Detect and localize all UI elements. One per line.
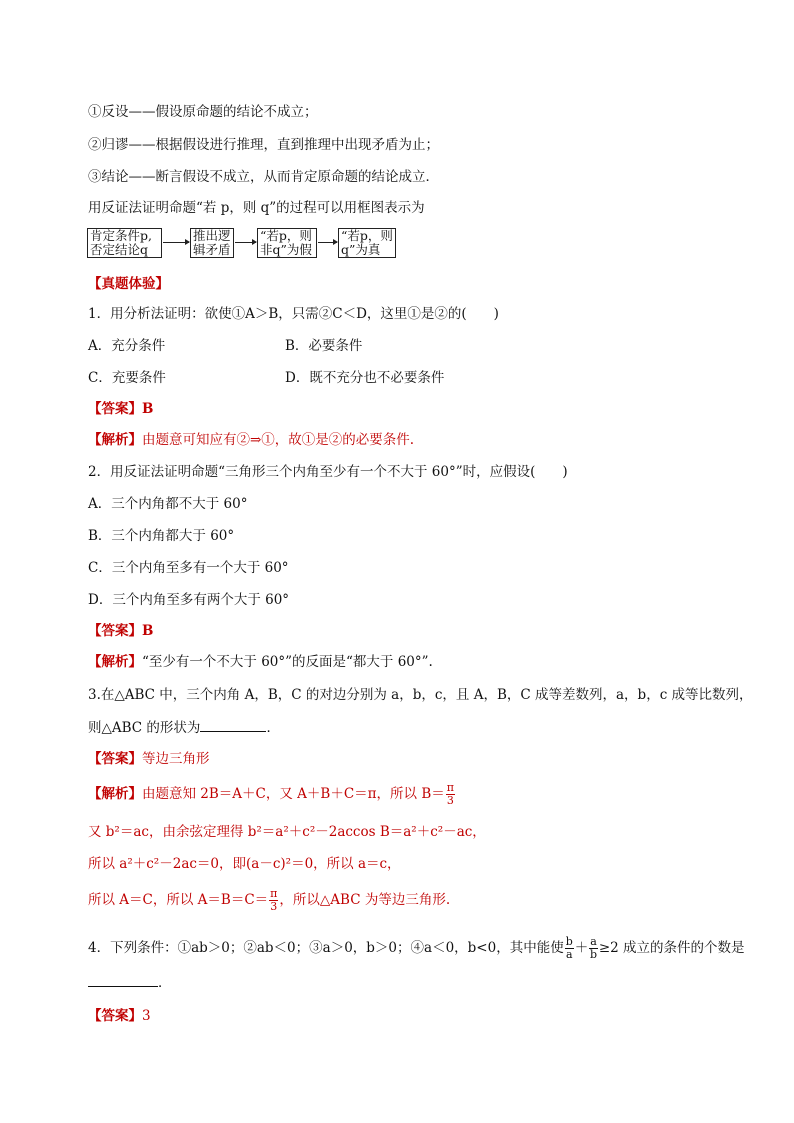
q4-answer-value: 3: [142, 1008, 151, 1024]
flow-box-3-line2: 非q”为假: [260, 242, 312, 257]
q2-answer: [88, 621, 153, 641]
q3-analysis-line2: 又 b²＝ac，由余弦定理得 b²＝a²＋c²－2accos B＝a²＋c²－ac，: [88, 824, 486, 840]
flow-box-1-line2: 否定结论q: [90, 242, 149, 257]
q3-stem-line1: 3.在△ABC 中，三个内角 A，B，C 的对边分别为 a，b，c，且 A，B，C 成等差数列，a，b，c 成等比数列，: [88, 687, 753, 703]
q4-stem-text: 4．下列条件：①ab＞0；②ab＜0；③a＞0，b＞0；④a＜0，b<0，其中能使: [88, 940, 564, 956]
q4-stem-line2: [88, 972, 172, 993]
intro-step-3: ③结论——断言假设不成立，从而肯定原命题的结论成立．: [88, 169, 439, 185]
fraction-numerator: a: [590, 935, 597, 948]
q1-option-a: A．充分条件: [88, 338, 166, 354]
flow-arrow-1: [163, 242, 189, 243]
flow-intro: 用反证法证明命题“若 p，则 q”的过程可以用框图表示为: [88, 200, 425, 216]
q1-analysis-text: 由题意可知应有②⇒①，故①是②的必要条件.: [142, 432, 415, 448]
fraction-denominator: a: [565, 948, 573, 961]
answer-label: 【答案】: [88, 623, 142, 639]
q1-analysis: [88, 430, 414, 450]
q3-analysis-line4: [88, 888, 450, 913]
flow-arrow-2: [235, 242, 256, 243]
q4-stem: [88, 936, 745, 961]
fraction-numerator: π: [270, 887, 278, 900]
q2-option-a: A．三个内角都不大于 60°: [88, 496, 248, 512]
q2-option-d: D．三个内角至多有两个大于 60°: [88, 592, 290, 608]
q2-stem: 2．用反证法证明命题“三角形三个内角至少有一个不大于 60°”时，应假设( ): [88, 464, 568, 480]
q1-option-c: C．充要条件: [88, 370, 166, 386]
q3-stem-line2-text: 则△ABC 的形状为: [88, 720, 201, 736]
q2-analysis-text: “至少有一个不大于 60°”的反面是“都大于 60°”.: [142, 654, 433, 670]
flow-box-4-line1: “若p，则: [341, 228, 393, 243]
analysis-label: 【解析】: [88, 432, 142, 448]
flow-box-4: [338, 228, 396, 258]
q1-stem: 1．用分析法证明：欲使①A＞B，只需②C＜D，这里①是②的( ): [88, 306, 499, 322]
flow-arrow-3: [318, 242, 337, 243]
pi-over-3-fraction: [446, 782, 455, 807]
plus-sign: ＋: [574, 940, 589, 956]
fraction-denominator: b: [590, 948, 598, 961]
intro-step-2: ②归谬——根据假设进行推理，直到推理中出现矛盾为止；: [88, 137, 439, 153]
analysis-label: 【解析】: [88, 654, 142, 670]
pi-over-3-fraction: [269, 888, 278, 913]
flow-box-1-line1: 肯定条件p,: [90, 228, 152, 243]
q4-stem-end: ≥2 成立的条件的个数是: [598, 940, 745, 956]
q1-option-d: D．既不充分也不必要条件: [285, 370, 445, 386]
q3-stem-line2: [88, 717, 280, 738]
q3-stem-line2-end: ．: [266, 720, 280, 736]
analysis-label: 【解析】: [88, 786, 142, 802]
answer-label: 【答案】: [88, 1008, 142, 1024]
q3-analysis-line4-text: 所以 A＝C，所以 A＝B＝C＝: [88, 892, 269, 908]
answer-label: 【答案】: [88, 401, 142, 417]
q4-stem-line2-end: ．: [158, 975, 172, 991]
q3-analysis-line3: 所以 a²＋c²－2ac＝0，即(a－c)²＝0，所以 a＝c，: [88, 856, 401, 872]
section-title: 【真题体验】: [88, 276, 169, 292]
q1-option-b: B．必要条件: [285, 338, 363, 354]
q3-analysis-line1: [88, 782, 456, 807]
flow-box-2: [190, 228, 234, 258]
fraction-denominator: 3: [270, 900, 278, 913]
q2-option-b: B．三个内角都大于 60°: [88, 528, 235, 544]
answer-label: 【答案】: [88, 751, 142, 767]
q3-answer-value: 等边三角形: [142, 751, 210, 767]
flow-box-3: [257, 228, 317, 258]
fraction-numerator: b: [565, 935, 573, 948]
fraction-denominator: 3: [446, 794, 454, 807]
q3-analysis-line1-text: 由题意知 2B＝A＋C，又 A＋B＋C＝π，所以 B＝: [142, 786, 445, 802]
q2-answer-value: B: [142, 623, 154, 639]
flow-box-4-line2: q”为真: [341, 242, 381, 257]
flow-box-2-line1: 推出逻: [193, 228, 231, 243]
q3-analysis-line4-end: ，所以△ABC 为等边三角形.: [279, 892, 451, 908]
b-over-a-fraction: [565, 936, 574, 961]
flow-box-3-line1: “若p，则: [260, 228, 312, 243]
flow-box-1: [87, 228, 162, 258]
a-over-b-fraction: [589, 936, 598, 961]
q3-blank: [200, 717, 266, 732]
q1-answer-value: B: [142, 401, 154, 417]
flow-box-2-line2: 辑矛盾: [193, 242, 231, 257]
intro-step-1: ①反设——假设原命题的结论不成立；: [88, 104, 318, 120]
q1-answer: [88, 399, 153, 419]
q4-blank: [88, 972, 158, 987]
q2-analysis: [88, 652, 433, 672]
q2-option-c: C．三个内角至多有一个大于 60°: [88, 560, 289, 576]
fraction-numerator: π: [446, 781, 454, 794]
q3-answer: [88, 749, 210, 769]
q4-answer: [88, 1006, 151, 1026]
